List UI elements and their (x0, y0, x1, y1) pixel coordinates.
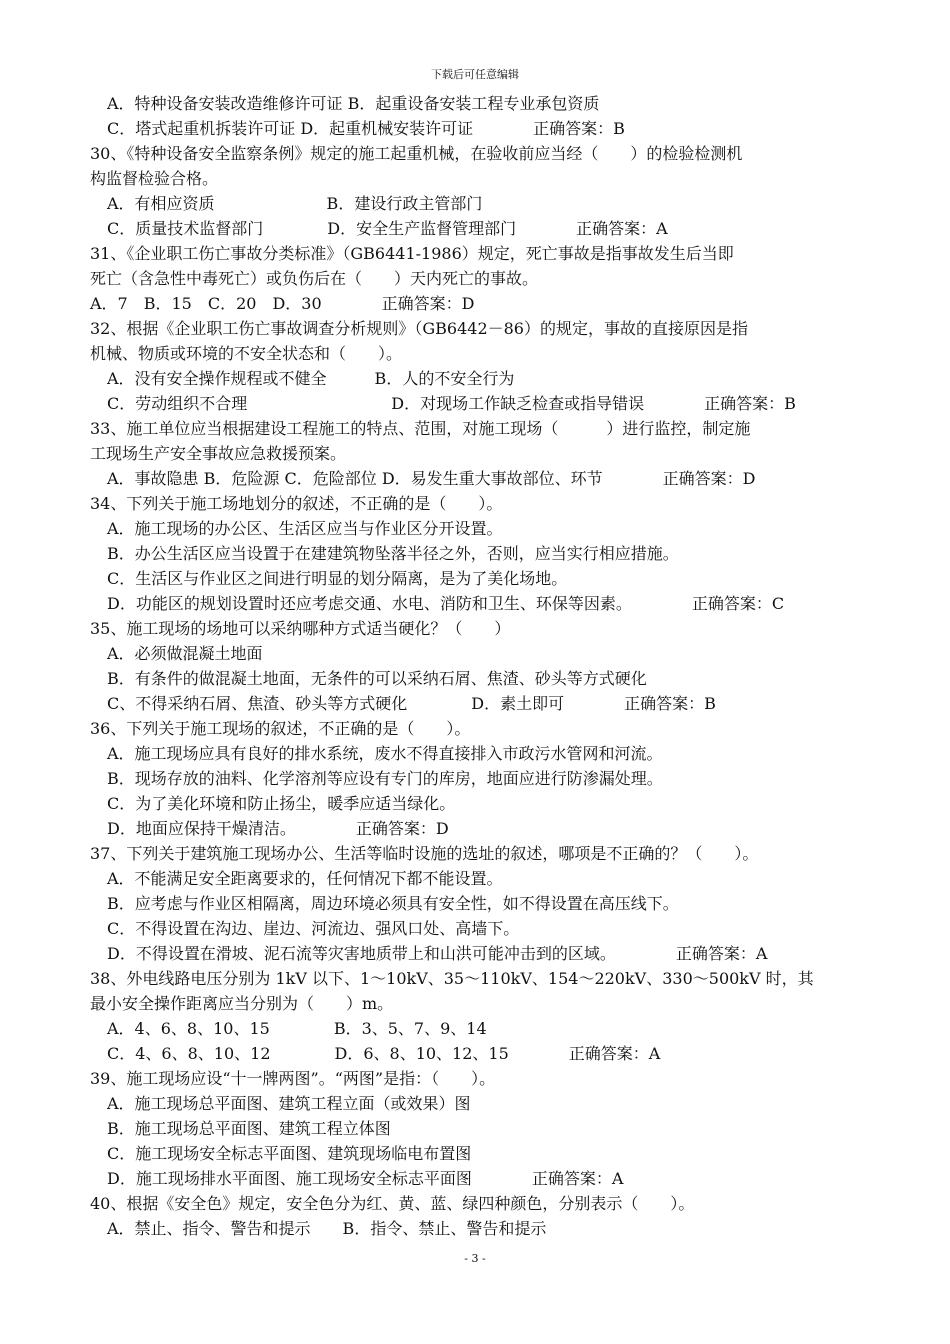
line-text: A．没有安全操作规程或不健全 B．人的不安全行为 (107, 369, 515, 388)
text-line (90, 1216, 870, 1241)
line-text: D．地面应保持干燥清洁。 (107, 819, 296, 838)
line-text: 构监督检验合格。 (90, 169, 219, 188)
correct-answer: 正确答案：A (531, 1169, 624, 1188)
text-line (90, 941, 870, 966)
line-text: A．有相应资质 B．建设行政主管部门 (107, 194, 483, 213)
text-line (90, 866, 870, 891)
text-line (90, 1191, 870, 1216)
line-text: C．不得设置在沟边、崖边、河流边、强风口处、高墙下。 (107, 919, 520, 938)
text-line (90, 591, 870, 616)
line-text: C．施工现场安全标志平面图、建筑现场临电布置图 (107, 1144, 472, 1163)
line-text: A．特种设备安装改造维修许可证 B．起重设备安装工程专业承包资质 (107, 94, 600, 113)
text-line (90, 666, 870, 691)
text-line (90, 241, 870, 266)
document-body (90, 91, 870, 1241)
line-text: D．施工现场排水平面图、施工现场安全标志平面图 (107, 1169, 472, 1188)
correct-answer: 正确答案：D (662, 469, 756, 488)
text-line (90, 916, 870, 941)
text-line (90, 1041, 870, 1066)
text-line (90, 491, 870, 516)
text-line (90, 416, 870, 441)
text-line (90, 1091, 870, 1116)
correct-answer: 正确答案：A (675, 944, 768, 963)
text-line (90, 966, 870, 991)
text-line (90, 991, 870, 1016)
text-line (90, 291, 870, 316)
text-line (90, 366, 870, 391)
text-line (90, 841, 870, 866)
text-line (90, 766, 870, 791)
text-line (90, 691, 870, 716)
correct-answer: 正确答案：B (533, 119, 625, 138)
line-text: C．为了美化环境和防止扬尘，暖季应适当绿化。 (107, 794, 456, 813)
text-line (90, 466, 870, 491)
line-text: A．不能满足安全距离要求的，任何情况下都不能设置。 (107, 869, 503, 888)
line-text: 38、外电线路电压分别为 1kV 以下、1～10kV、35～110kV、154～220kV、330～500kV 时，其 (90, 969, 814, 988)
line-text: 32、根据《企业职工伤亡事故调查分析规则》（GB6442－86）的规定，事故的直接原因是指 (90, 319, 748, 338)
text-line (90, 266, 870, 291)
line-text: 机械、物质或环境的不安全状态和（ ）。 (90, 344, 403, 363)
text-line (90, 216, 870, 241)
line-text: 最小安全操作距离应当分别为（ ）m。 (90, 994, 394, 1013)
line-text: A．事故隐患 B．危险源 C．危险部位 D．易发生重大事故部位、环节 (107, 469, 603, 488)
text-line (90, 1166, 870, 1191)
text-line (90, 1141, 870, 1166)
line-text: 35、施工现场的场地可以采纳哪种方式适当硬化？（ ） (90, 619, 511, 638)
line-text: A．必须做混凝土地面 (107, 644, 263, 663)
line-text: A．施工现场应具有良好的排水系统，废水不得直接排入市政污水管网和河流。 (107, 744, 663, 763)
line-text: B．有条件的做混凝土地面，无条件的可以采纳石屑、焦渣、砂头等方式硬化 (107, 669, 647, 688)
text-line (90, 1016, 870, 1041)
line-text: C．塔式起重机拆装许可证 D．起重机械安装许可证 (107, 119, 474, 138)
text-line (90, 391, 870, 416)
text-line (90, 891, 870, 916)
text-line (90, 791, 870, 816)
line-text: C．质量技术监督部门 D．安全生产监督管理部门 (107, 219, 517, 238)
line-text: A．禁止、指令、警告和提示 B．指令、禁止、警告和提示 (107, 1219, 547, 1238)
line-text: A．4、6、8、10、15 B．3、5、7、9、14 (107, 1019, 487, 1038)
correct-answer: 正确答案：B (704, 394, 796, 413)
line-text: 34、下列关于施工场地划分的叙述，不正确的是（ ）。 (90, 494, 503, 513)
text-line (90, 341, 870, 366)
correct-answer: 正确答案：C (691, 594, 785, 613)
line-text: 31、《企业职工伤亡事故分类标准》（GB6441-1986）规定，死亡事故是指事故发生后当即 (90, 244, 734, 263)
text-line (90, 566, 870, 591)
line-text: 工现场生产安全事故应急救援预案。 (90, 444, 347, 463)
page-header: 下载后可任意编辑 (431, 68, 519, 81)
text-line (90, 141, 870, 166)
line-text: C、不得采纳石屑、焦渣、砂头等方式硬化 D．素土即可 (107, 694, 565, 713)
line-text: D．不得设置在滑坡、泥石流等灾害地质带上和山洪可能冲击到的区域。 (107, 944, 616, 963)
line-text: 30、《特种设备安全监察条例》规定的施工起重机械，在验收前应当经（ ）的检验检测机 (90, 144, 743, 163)
line-text: C．劳动组织不合理 D．对现场工作缺乏检查或指导错误 (107, 394, 645, 413)
text-line (90, 166, 870, 191)
line-text: 33、施工单位应当根据建设工程施工的特点、范围，对施工现场（ ）进行监控，制定施 (90, 419, 751, 438)
correct-answer: 正确答案：D (355, 819, 449, 838)
page-number: - 3 - (464, 1252, 486, 1265)
text-line (90, 441, 870, 466)
text-line (90, 116, 870, 141)
text-line (90, 516, 870, 541)
text-line (90, 316, 870, 341)
text-line (90, 816, 870, 841)
line-text: 36、下列关于施工现场的叙述，不正确的是（ ）。 (90, 719, 471, 738)
line-text: 40、根据《安全色》规定，安全色分为红、黄、蓝、绿四种颜色，分别表示（ ）。 (90, 1194, 695, 1213)
text-line (90, 716, 870, 741)
line-text: 39、施工现场应设“十一牌两图”。“两图”是指：（ ）。 (90, 1069, 496, 1088)
text-line (90, 741, 870, 766)
line-text: A．7 B．15 C．20 D．30 (90, 294, 322, 313)
line-text: B．应考虑与作业区相隔离，周边环境必须具有安全性，如不得设置在高压线下。 (107, 894, 679, 913)
line-text: D．功能区的规划设置时还应考虑交通、水电、消防和卫生、环保等因素。 (107, 594, 632, 613)
line-text: B．办公生活区应当设置于在建建筑物坠落半径之外，否则，应当实行相应措施。 (107, 544, 679, 563)
text-line (90, 1116, 870, 1141)
text-line (90, 616, 870, 641)
text-line (90, 191, 870, 216)
line-text: A．施工现场总平面图、建筑工程立面（或效果）图 (107, 1094, 471, 1113)
text-line (90, 91, 870, 116)
line-text: B．施工现场总平面图、建筑工程立体图 (107, 1119, 391, 1138)
correct-answer: 正确答案：A (568, 1044, 661, 1063)
correct-answer: 正确答案：A (576, 219, 668, 238)
correct-answer: 正确答案：B (624, 694, 716, 713)
line-text: C．生活区与作业区之间进行明显的划分隔离，是为了美化场地。 (107, 569, 568, 588)
line-text: A．施工现场的办公区、生活区应当与作业区分开设置。 (107, 519, 503, 538)
line-text: C．4、6、8、10、12 D．6、8、10、12、15 (107, 1044, 509, 1063)
text-line (90, 1066, 870, 1091)
text-line (90, 541, 870, 566)
line-text: 死亡（含急性中毒死亡）或负伤后在（ ）天内死亡的事故。 (90, 269, 539, 288)
line-text: 37、下列关于建筑施工现场办公、生活等临时设施的选址的叙述，哪项是不正确的？（ ）。 (90, 844, 759, 863)
text-line (90, 641, 870, 666)
line-text: B．现场存放的油料、化学溶剂等应设有专门的库房，地面应进行防渗漏处理。 (107, 769, 663, 788)
correct-answer: 正确答案：D (381, 294, 475, 313)
